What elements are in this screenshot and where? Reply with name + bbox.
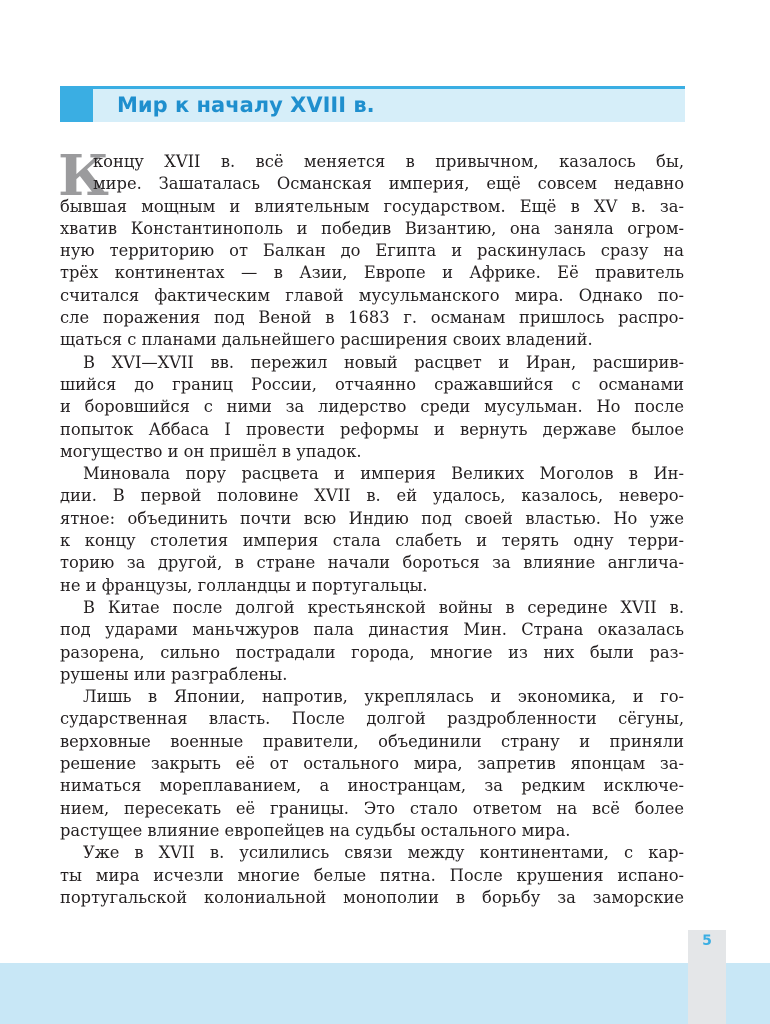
footer-band xyxy=(0,963,770,1024)
text-line: ную территорию от Балкан до Египта и раскинулась сразу на xyxy=(60,241,684,261)
text-line: сударственная власть. После долгой раздробленности сёгуны, xyxy=(60,709,684,729)
text-line: В XVI—XVII вв. пережил новый расцвет и Иран, расширив- xyxy=(83,352,684,372)
body-text xyxy=(58,143,684,909)
text-line: бывшая мощным и влиятельным государством. Ещё в XV в. за- xyxy=(60,196,684,216)
paragraph xyxy=(60,597,684,686)
text-line: могущество и он пришёл в упадок. xyxy=(60,441,362,461)
text-line: Лишь в Японии, напротив, укреплялась и экономика, и го- xyxy=(83,687,684,707)
text-line: шийся до границ России, отчаянно сражавшийся с османами xyxy=(60,374,684,394)
text-line: решение закрыть её от остального мира, запретив японцам за- xyxy=(60,754,684,774)
text-line: верховные военные правители, объединили страну и приняли xyxy=(60,731,684,751)
text-line: ниматься мореплаванием, а иностранцам, за редким исключе- xyxy=(60,776,684,796)
text-line: Уже в XVII в. усилились связи между континентами, с кар- xyxy=(83,843,684,863)
text-line: ятное: объединить почти всю Индию под своей властью. Но уже xyxy=(60,508,684,528)
paragraph xyxy=(60,686,684,842)
text-line: торию за другой, в стране начали бороться за влияние англича- xyxy=(60,553,684,573)
text-line: под ударами маньчжуров пала династия Мин. Страна оказалась xyxy=(60,620,684,640)
text-line: В Китае после долгой крестьянской войны в середине XVII в. xyxy=(83,597,684,617)
text-line: португальской колониальной монополии в борьбу за заморские xyxy=(60,887,684,907)
paragraph xyxy=(60,463,684,597)
text-line: сле поражения под Веной в 1683 г. османам пришлось распро- xyxy=(60,308,684,328)
text-line: хватив Константинополь и победив Византию, она заняла огром- xyxy=(60,218,684,238)
text-line: Миновала пору расцвета и империя Великих Моголов в Ин- xyxy=(83,464,684,484)
text-line: не и французы, голландцы и португальцы. xyxy=(60,575,428,595)
text-line: к концу столетия империя стала слабеть и терять одну терри- xyxy=(60,531,684,551)
text-line: нием, пересекать её границы. Это стало ответом на всё более xyxy=(60,798,684,818)
heading-accent-block xyxy=(60,86,93,122)
text-line: мире. Зашаталась Османская империя, ещё совсем недавно xyxy=(93,174,684,194)
text-line: разорена, сильно пострадали города, многие из них были раз- xyxy=(60,642,684,662)
text-line: ты мира исчезли многие белые пятна. После крушения испано- xyxy=(60,865,684,885)
section-title: Мир к началу XVIII в. xyxy=(117,93,375,117)
drop-cap-letter: К xyxy=(58,143,109,209)
text-line: растущее влияние европейцев на судьбы остального мира. xyxy=(60,820,571,840)
text-line: попыток Аббаса I провести реформы и вернуть державе былое xyxy=(60,419,684,439)
paragraph xyxy=(58,143,684,352)
heading-top-rule xyxy=(93,86,685,89)
paragraph xyxy=(60,352,684,463)
text-line: концу XVII в. всё меняется в привычном, казалось бы, xyxy=(93,152,684,171)
text-line: считался фактическим главой мусульманского мира. Однако по- xyxy=(60,285,684,305)
page-number: 5 xyxy=(702,933,712,949)
text-line: щаться с планами дальнейшего расширения своих владений. xyxy=(60,330,593,350)
text-line: трёх континентах — в Азии, Европе и Африке. Её правитель xyxy=(60,263,684,283)
text-line: и боровшийся с ними за лидерство среди мусульман. Но после xyxy=(60,397,684,417)
text-line: рушены или разграблены. xyxy=(60,664,288,684)
text-line: дии. В первой половине XVII в. ей удалось, казалось, неверо- xyxy=(60,486,684,506)
paragraph xyxy=(60,842,684,909)
